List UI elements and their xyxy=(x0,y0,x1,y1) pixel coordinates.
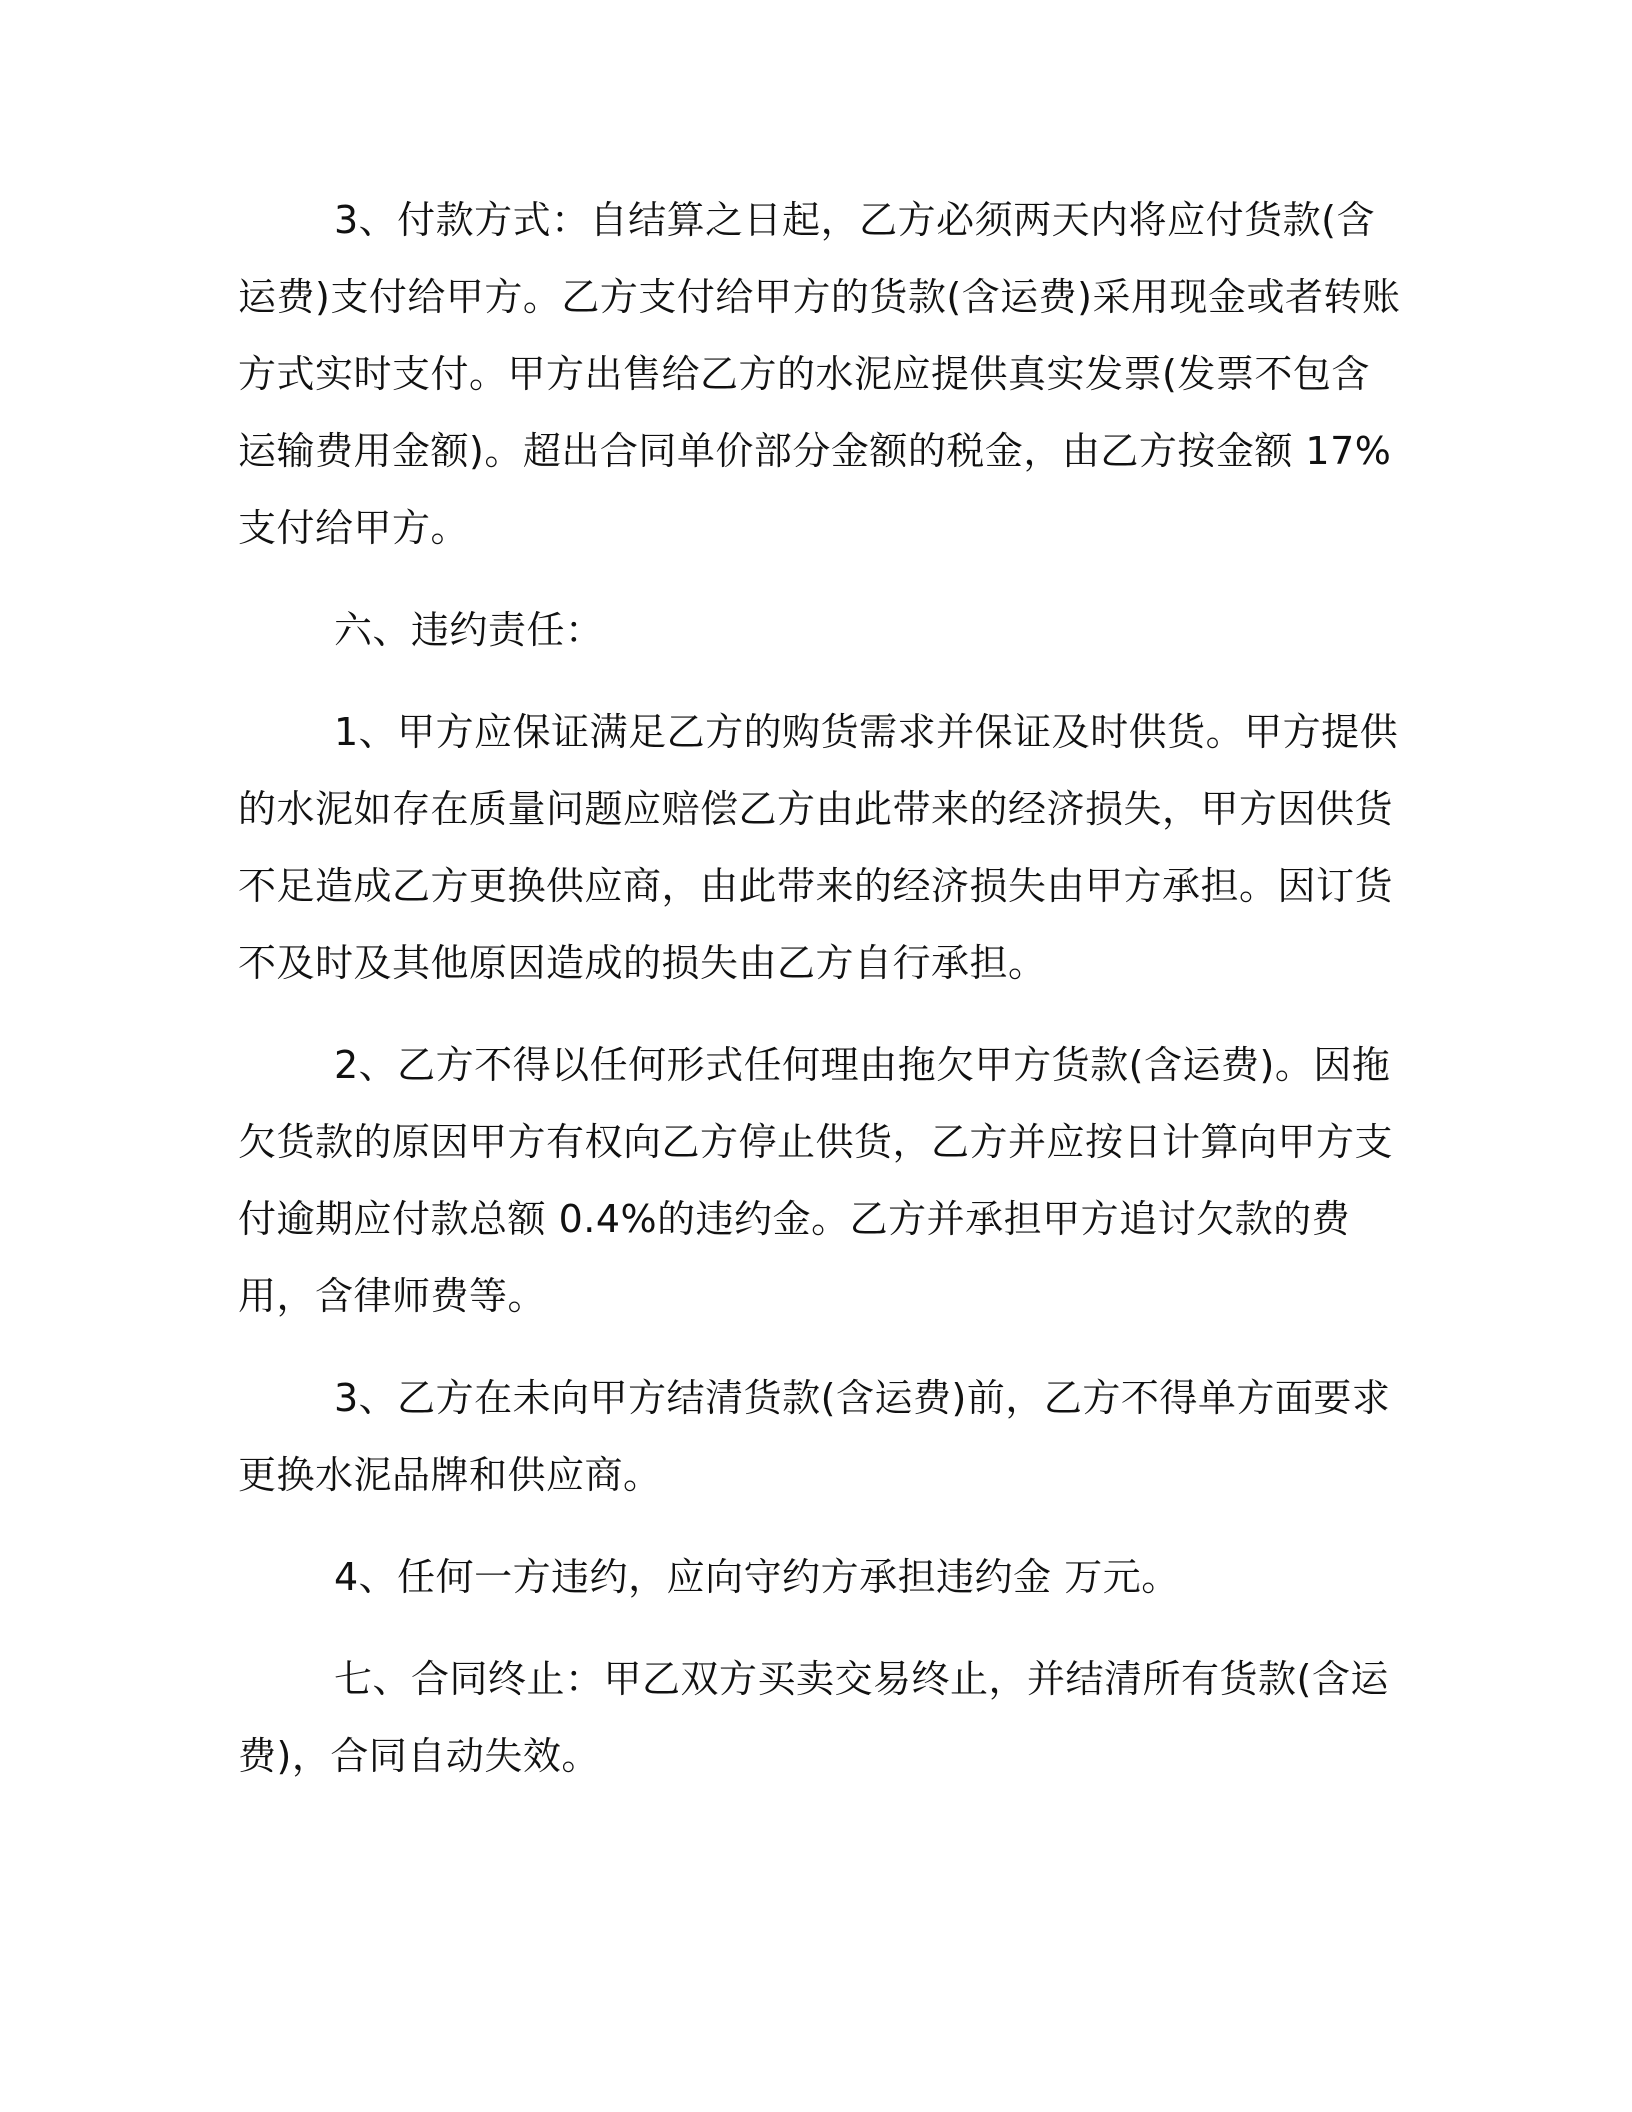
paragraph-breach-clause-3: 3、乙方在未向甲方结清货款(含运费)前，乙方不得单方面要求更换水泥品牌和供应商。 xyxy=(238,1376,1391,1497)
paragraph-payment-method: 3、付款方式：自结算之日起，乙方必须两天内将应付货款(含运费)支付给甲方。乙方支付给甲方的货款(含运费)采用现金或者转账方式实时支付。甲方出售给乙方的水泥应提供真实发票(发票不包含运输费用金额)。超出合同单价部分金额的税金，由乙方按金额 17%支付给甲方。 xyxy=(238,198,1401,550)
paragraph-breach-clause-1: 1、甲方应保证满足乙方的购货需求并保证及时供货。甲方提供的水泥如存在质量问题应赔偿乙方由此带来的经济损失，甲方因供货不足造成乙方更换供应商，由此带来的经济损失由甲方承担。因订货不及时及其他原因造成的损失由乙方自行承担。 xyxy=(238,710,1399,985)
paragraph-breach-clause-4: 4、任何一方违约，应向守约方承担违约金 万元。 xyxy=(334,1555,1180,1599)
paragraph-contract-termination: 七、合同终止：甲乙双方买卖交易终止，并结清所有货款(含运费)，合同自动失效。 xyxy=(238,1657,1389,1778)
section-heading-breach-liability: 六、违约责任： xyxy=(334,608,604,652)
document-body xyxy=(238,182,1408,1795)
paragraph-breach-clause-2: 2、乙方不得以任何形式任何理由拖欠甲方货款(含运费)。因拖欠货款的原因甲方有权向乙方停止供货，乙方并应按日计算向甲方支付逾期应付款总额 0.4%的违约金。乙方并承担甲方追讨欠款的费用，含律师费等。 xyxy=(238,1043,1394,1318)
